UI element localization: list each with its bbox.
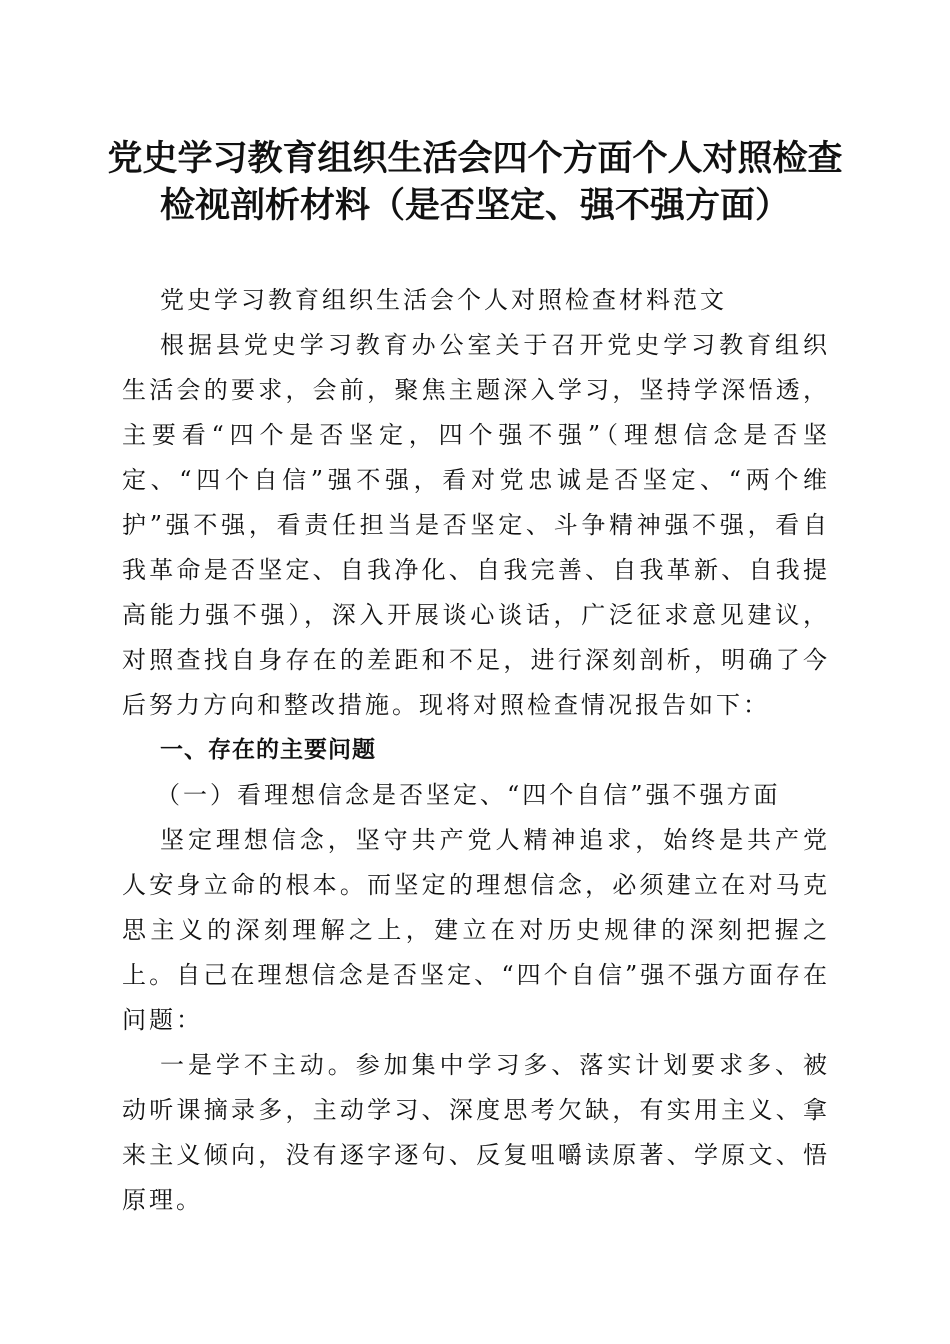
section-heading: 一、存在的主要问题 [160,737,376,763]
paragraph-intro: 根据县党史学习教育办公室关于召开党史学习教育组织生活会的要求，会前，聚焦主题深入学习，坚持学深悟透，主要看“四个是否坚定，四个强不强”（理想信念是否坚定、“四个自信”强不强，看对党忠诚是否坚定、“两个维护”强不强，看责任担当是否坚定、斗争精神强不强，看自我革命是否坚定、自我净化、自我完善、自我革新、自我提高能力强不强），深入开展谈心谈话，广泛征求意见建议，对照查找自身存在的差距和不足，进行深刻剖析，明确了今后努力方向和整改措施。现将对照检查情况报告如下： [122,331,830,719]
document-title: 党史学习教育组织生活会四个方面个人对照检查检视剖析材料（是否坚定、强不强方面） [107,138,843,226]
subsection-heading: （一）看理想信念是否坚定、“四个自信”强不强方面 [156,781,781,809]
document-body [122,278,830,1223]
paragraph-problem-one: 一是学不主动。参加集中学习多、落实计划要求多、被动听课摘录多，主动学习、深度思考欠缺，有实用主义、拿来主义倾向，没有逐字逐句、反复咀嚼读原著、学原文、悟原理。 [122,1051,830,1214]
document-subtitle: 党史学习教育组织生活会个人对照检查材料范文 [160,286,727,314]
paragraph-ideals: 坚定理想信念，坚守共产党人精神追求，始终是共产党人安身立命的根本。而坚定的理想信念，必须建立在对马克思主义的深刻理解之上，建立在对历史规律的深刻把握之上。自己在理想信念是否坚定、“四个自信”强不强方面存在问题： [122,826,830,1034]
